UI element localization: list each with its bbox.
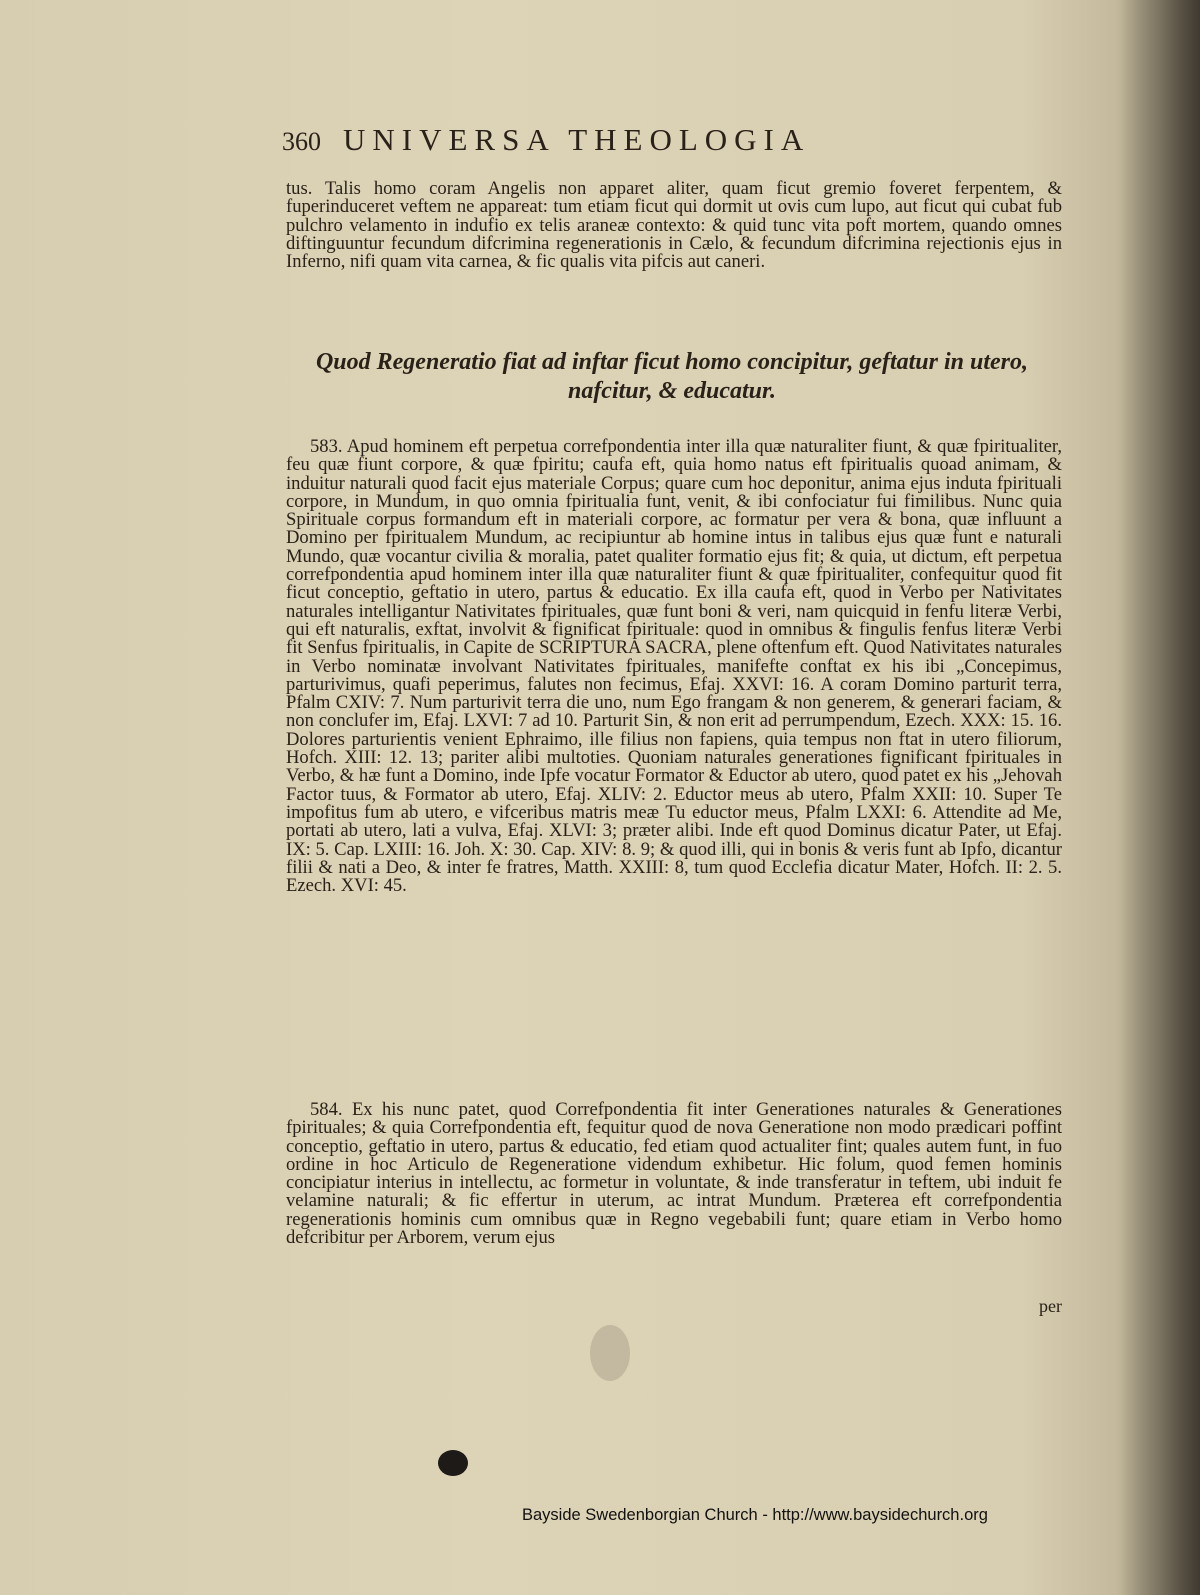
ink-blot — [438, 1450, 468, 1476]
continuation-paragraph: tus. Talis homo coram Angelis non apparet aliter, quam ficut gremio foveret ferpentem, & fuperinduceret veftem ne appareat: tum etiam ficut qui dormit ut ovis cum lupo, aut ficut qui cubat fub pulchro velamento in indufio ex telis araneæ contexto: & quid tunc vita poft mortem, quando omnes diftinguuntur fecundum difcrimina regenerationis in Cælo, & fecundum difcrimina rejectionis ejus in Inferno, nifi quam vita carnea, & fic qualis vita pifcis aut caneri. — [286, 178, 1062, 273]
running-head: UNIVERSA THEOLOGIA — [343, 122, 811, 157]
page-number: 360 — [282, 127, 321, 156]
paragraph-583: 583. Apud hominem eft perpetua correfpondentia inter illa quæ naturaliter fiunt, & quæ fpiritualiter, feu quæ fiunt corpore, & quæ fpiritu; caufa eft, quia homo natus eft fpiritualis quoad animam, & induitur naturali quod facit ejus materiale Corpus; quare cum hoc deponitur, anima ejus induta fpirituali corpore, in Mundum, in quo omnia fpiritualia funt, venit, & ibi confociatur fui fimilibus. Nunc quia Spirituale corpus formandum eft in materiali corpore, ac formatur per vera & bona, quæ influunt a Domino per fpiritualem Mundum, ac recipiuntur ab homine intus in talibus ejus quæ funt e naturali Mundo, quæ vocantur civilia & moralia, patet qualiter formatio ejus fit; & quia, ut dictum, eft perpetua correfpondentia apud hominem inter illa quæ naturaliter fiunt & quæ fpiritualiter, confequitur quod fit ficut conceptio, geftatio in utero, partus & educatio. Ex illa caufa eft, quod in Verbo per Nativitates naturales intelligantur Nativitates fpirituales, quæ funt boni & veri, nam quicquid in fenfu literæ Verbi, qui eft naturalis, exftat, involvit & fignificat fpirituale: quod in omnibus & fingulis fenfus literæ Verbi fit Senfus fpiritualis, in Capite de SCRIPTURA SACRA, plene oftenfum eft. Quod Nativitates naturales in Verbo nominatæ involvant Nativitates fpirituales, manifefte conftat ex his ibi „Concepimus, parturivimus, quafi peperimus, falutes non fecimus, Efaj. XXVI: 16. A coram Domino parturit terra, Pfalm CXIV: 7. Num parturivit terra die uno, num Ego frangam & non generem, & generari faciam, & non conclufer im, Efaj. LXVI: 7 ad 10. Parturit Sin, & non erit ad perrumpendum, Ezech. XXX: 15. 16. Dolores parturientis venient Ephraimo, ille filius non fapiens, quia tempus non ftat in utero filiorum, Hofch. XIII: 12. 13; pariter alibi multoties. Quoniam naturales generationes fignificant fpirituales in Verbo, & hæ funt a Domino, inde Ipfe vocatur Formator & Eductor ab utero, quod patet ex his „Jehovah Factor tuus, & Formator ab utero, Efaj. XLIV: 2. Eductor meus ab utero, Pfalm XXII: 10. Super Te impofitus fum ab utero, e vifceribus matris meæ Tu eductor meus, Pfalm LXXI: 6. Attendite ad Me, portati ab utero, lati a vulva, Efaj. XLVI: 3; præter alibi. Inde eft quod Dominus dicatur Pater, ut Efaj. IX: 5. Cap. LXIII: 16. Joh. X: 30. Cap. XIV: 8. 9; & quod illi, qui in bonis & veris funt ab Ipfo, dicantur filii & nati a Deo, & inter fe fratres, Matth. XXIII: 8, tum quod Ecclefia dicatur Mater, Hofch. II: 2. 5. Ezech. XVI: 45. — [286, 436, 1062, 897]
paragraph-584: 584. Ex his nunc patet, quod Correfpondentia fit inter Generationes naturales & Generationes fpirituales; & quia Correfpondentia eft, fequitur quod de nova Generatione non modo prædicari poffint conceptio, geftatio in utero, partus & educatio, fed etiam quod actualiter fint; quales autem funt, in fuo ordine in hoc Articulo de Regeneratione videndum exhibetur. Hic folum, quod femen hominis concipiatur interius in intellectu, ac formetur in voluntate, & inde transferatur in teftem, ubi induit fe velamine naturali; & fic effertur in uterum, ac intrat Mundum. Præterea eft correfpondentia regenerationis hominis cum omnibus quæ in Regno vegebabili funt; quare etiam in Verbo homo defcribitur per Arborem, verum ejus — [286, 1099, 1062, 1249]
page-header — [282, 122, 1072, 170]
paper-stain — [590, 1325, 630, 1381]
catchword: per — [1039, 1296, 1062, 1316]
section-title: Quod Regeneratio fiat ad inftar ficut homo concipitur, geftatur in utero, nafcitur, & educatur. — [315, 349, 1029, 404]
source-footer: Bayside Swedenborgian Church - http://www.baysidechurch.org — [522, 1506, 988, 1524]
book-binding-shadow — [1120, 0, 1200, 1595]
